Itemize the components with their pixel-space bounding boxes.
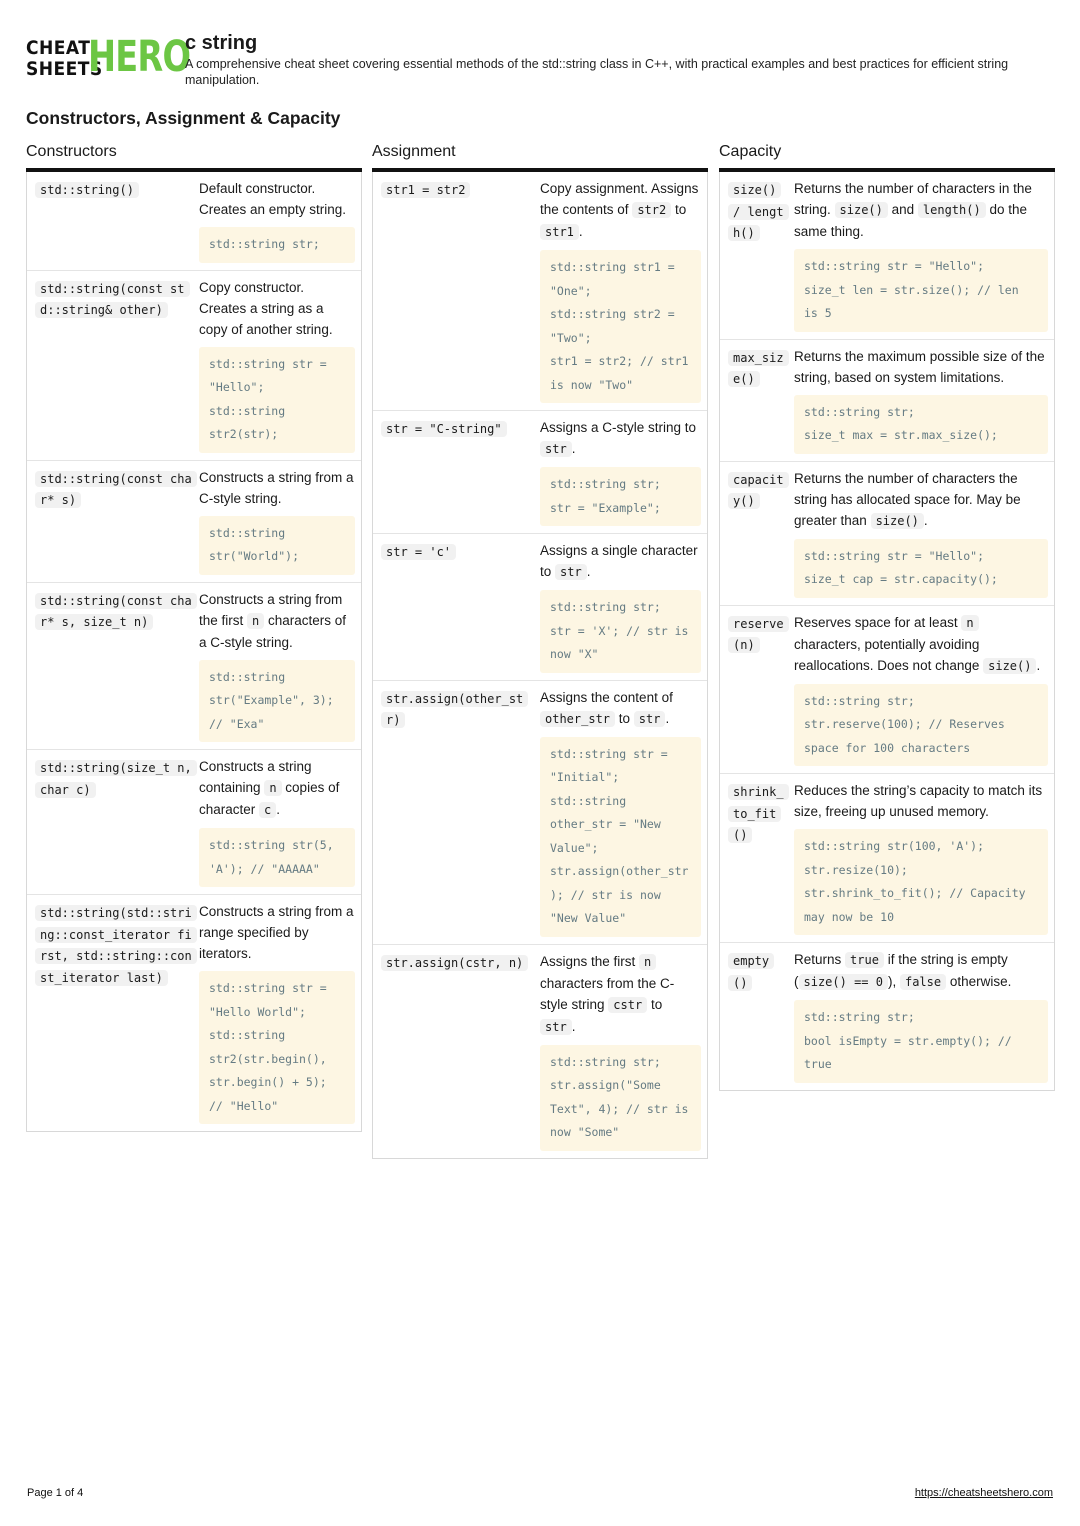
- method-cell: [726, 346, 788, 454]
- method-cell: [379, 540, 534, 673]
- method-description: [540, 687, 701, 730]
- inline-code: size(): [871, 513, 924, 529]
- description-cell: [193, 756, 355, 887]
- method-signature: std::string(std::string::const_iterator first, std::string::const_iterator last): [35, 905, 197, 986]
- description-cell: [193, 589, 355, 743]
- table-row: [720, 605, 1054, 774]
- description-text: .: [276, 802, 281, 817]
- method-description: [540, 951, 701, 1038]
- description-text: Copy assignment. Assigns the contents of: [540, 181, 699, 217]
- inline-code: str2: [632, 202, 671, 218]
- method-signature: str = "C-string": [381, 421, 507, 437]
- section-title: Constructors, Assignment & Capacity: [26, 108, 341, 128]
- inline-code: c: [259, 802, 276, 818]
- code-example: std::string str = "Hello World"; std::string str2(str.begin(), str.begin() + 5); // "Hello": [199, 971, 355, 1124]
- method-signature: str = 'c': [381, 544, 456, 560]
- inline-code: size(): [835, 202, 888, 218]
- method-signature: max_size(): [728, 350, 789, 388]
- table-row: [27, 894, 361, 1131]
- table-row: [373, 172, 707, 410]
- column-title: Capacity: [719, 140, 1055, 172]
- method-description: Constructs a string from a range specified by iterators.: [199, 904, 354, 961]
- method-description: [540, 540, 701, 583]
- method-description: [199, 756, 355, 821]
- page-description: A comprehensive cheat sheet covering essential methods of the std::string class in C++, with practical examples and best practices for efficient string manipulation.: [185, 57, 1009, 87]
- description-cell: [788, 612, 1048, 767]
- code-example: std::string str = "Hello"; size_t len = str.size(); // len is 5: [794, 249, 1048, 332]
- code-example: std::string str("Example", 3); // "Exa": [199, 660, 355, 743]
- method-cell: [33, 756, 193, 887]
- inline-code: str: [634, 711, 666, 727]
- description-cell: [193, 467, 355, 575]
- logo-hero-text: HERO: [88, 32, 191, 82]
- method-description: [794, 468, 1048, 532]
- code-example: std::string str(100, 'A'); str.resize(10); str.shrink_to_fit(); // Capacity may now be 10: [794, 829, 1048, 935]
- code-example: std::string str; bool isEmpty = str.empty(); // true: [794, 1000, 1048, 1083]
- inline-code: str: [540, 441, 572, 457]
- code-example: std::string str = "Hello"; std::string str2(str);: [199, 347, 355, 453]
- code-example: std::string str;: [199, 227, 355, 263]
- method-signature: std::string(const char* s): [35, 471, 197, 509]
- description-cell: [193, 901, 355, 1124]
- page-title: c string: [185, 32, 258, 54]
- description-text: to: [671, 202, 687, 217]
- description-cell: [788, 468, 1048, 598]
- description-cell: [534, 687, 701, 937]
- inline-code: n: [961, 615, 978, 631]
- method-signature: std::string(const char* s, size_t n): [35, 593, 197, 631]
- method-cell: [379, 178, 534, 403]
- column-capacity: [719, 140, 1055, 1091]
- table-row: [720, 172, 1054, 339]
- method-description: Returns the maximum possible size of the string, based on system limitations.: [794, 348, 1045, 385]
- description-cell: [193, 178, 355, 263]
- code-example: std::string str; size_t max = str.max_size();: [794, 395, 1048, 454]
- method-signature: str.assign(other_str): [381, 691, 528, 729]
- code-example: std::string str; str = "Example";: [540, 467, 701, 526]
- code-example: std::string str; str = 'X'; // str is now "X": [540, 590, 701, 673]
- inline-code: str: [555, 564, 587, 580]
- inline-code: n: [264, 780, 281, 796]
- inline-code: n: [639, 954, 656, 970]
- method-description: [540, 178, 701, 243]
- method-cell: [33, 901, 193, 1124]
- description-text: .: [586, 564, 591, 579]
- description-text: characters, potentially avoiding reallocations. Does not change: [794, 636, 984, 673]
- description-text: .: [578, 224, 583, 239]
- method-cell: [33, 589, 193, 743]
- page-number: Page 1 of 4: [27, 1487, 84, 1499]
- table-row: [373, 533, 707, 680]
- method-description: [199, 589, 355, 653]
- table-row: [720, 942, 1054, 1090]
- description-cell: [788, 346, 1048, 454]
- description-text: ),: [887, 974, 900, 989]
- description-text: .: [1036, 657, 1041, 673]
- logo-cheat-text: CHEAT: [26, 37, 91, 59]
- method-description: Constructs a string from a C-style string.: [199, 469, 354, 506]
- description-text: Assigns a single character to: [540, 543, 698, 579]
- method-cell: [379, 417, 534, 526]
- method-signature: size() / length(): [728, 182, 789, 241]
- code-example: std::string str = "Hello"; size_t cap = str.capacity();: [794, 539, 1048, 598]
- method-signature: shrink_to_fit(): [728, 784, 789, 843]
- description-cell: [788, 178, 1048, 332]
- method-cell: [726, 780, 788, 935]
- table-row: [373, 680, 707, 944]
- description-text: Returns: [794, 952, 846, 967]
- inline-code: length(): [918, 202, 986, 218]
- description-text: copies of character: [199, 780, 340, 817]
- method-signature: empty(): [728, 953, 774, 991]
- table-row: [720, 773, 1054, 942]
- table-row: [27, 172, 361, 270]
- code-example: std::string str; str.reserve(100); // Reserves space for 100 characters: [794, 684, 1048, 767]
- description-text: Returns the number of characters in the string.: [794, 181, 1032, 217]
- inline-code: other_str: [540, 711, 615, 727]
- capacity-table: [719, 172, 1055, 1091]
- description-cell: [534, 178, 701, 403]
- inline-code: true: [845, 952, 884, 968]
- cheatsheetshero-logo[interactable]: [26, 32, 191, 82]
- inline-code: str: [540, 1019, 572, 1035]
- assignment-table: [372, 172, 708, 1159]
- method-description: [540, 417, 701, 460]
- method-signature: std::string(): [35, 182, 139, 198]
- footer-link[interactable]: https://cheatsheetshero.com: [914, 1487, 1053, 1499]
- code-example: std::string str(5, 'A'); // "AAAAA": [199, 828, 355, 887]
- logo-sheets-text: SHEETS: [26, 58, 103, 80]
- table-row: [720, 461, 1054, 605]
- method-cell: [33, 277, 193, 453]
- description-text: and: [887, 202, 918, 217]
- column-constructors: [26, 140, 362, 1132]
- description-cell: [534, 417, 701, 526]
- method-signature: capacity(): [728, 472, 789, 510]
- table-row: [27, 270, 361, 460]
- description-text: .: [665, 710, 670, 726]
- description-text: if the string is empty (: [794, 952, 1008, 989]
- table-row: [27, 749, 361, 894]
- description-text: .: [571, 441, 576, 456]
- code-example: std::string str("World");: [199, 516, 355, 575]
- inline-code: false: [900, 974, 946, 990]
- method-signature: str.assign(cstr, n): [381, 955, 528, 971]
- inline-code: n: [247, 613, 264, 629]
- description-text: Assigns a C-style string to: [540, 420, 697, 435]
- description-cell: [193, 277, 355, 453]
- method-cell: [726, 468, 788, 598]
- inline-code: size(): [983, 658, 1036, 674]
- description-cell: [534, 540, 701, 673]
- inline-code: str1: [540, 224, 579, 240]
- column-assignment: [372, 140, 708, 1159]
- table-row: [373, 944, 707, 1158]
- description-text: Assigns the first: [540, 953, 640, 969]
- method-cell: [379, 687, 534, 937]
- method-signature: std::string(size_t n, char c): [35, 760, 197, 798]
- description-text: Reserves space for at least: [794, 614, 962, 630]
- description-text: .: [923, 512, 928, 528]
- method-cell: [33, 467, 193, 575]
- code-example: std::string str; str.assign("Some Text", 4); // str is now "Some": [540, 1045, 701, 1151]
- method-description: [794, 612, 1048, 677]
- inline-code: size() == 0: [799, 974, 888, 990]
- description-text: Assigns the content of: [540, 689, 673, 705]
- table-row: [373, 410, 707, 533]
- method-cell: [33, 178, 193, 263]
- description-text: characters from the C-style string: [540, 975, 675, 1012]
- header: [26, 32, 1056, 92]
- constructors-table: [26, 172, 362, 1132]
- method-cell: [726, 612, 788, 767]
- description-text: .: [571, 1018, 576, 1034]
- code-example: std::string str = "Initial"; std::string other_str = "New Value"; str.assign(other_str); // str is now "New Value": [540, 737, 701, 937]
- description-text: do the same thing.: [794, 202, 1027, 239]
- method-signature: reserve(n): [728, 616, 789, 654]
- code-example: std::string str1 = "One"; std::string str2 = "Two"; str1 = str2; // str1 is now "Two": [540, 250, 701, 403]
- method-description: [794, 178, 1048, 242]
- method-signature: str1 = str2: [381, 182, 470, 198]
- inline-code: cstr: [608, 997, 647, 1013]
- description-cell: [788, 949, 1048, 1083]
- method-cell: [379, 951, 534, 1151]
- table-row: [720, 339, 1054, 461]
- description-cell: [788, 780, 1048, 935]
- description-text: to: [615, 710, 634, 726]
- description-text: characters of a C-style string.: [199, 612, 347, 650]
- method-cell: [726, 178, 788, 332]
- description-text: to: [647, 996, 663, 1012]
- description-text: Returns the number of characters the string has allocated space for. May be greater than: [794, 470, 1021, 528]
- method-signature: std::string(const std::string& other): [35, 281, 190, 319]
- table-row: [27, 582, 361, 750]
- column-title: Assignment: [372, 140, 708, 172]
- description-cell: [534, 951, 701, 1151]
- column-title: Constructors: [26, 140, 362, 172]
- description-text: otherwise.: [946, 974, 1012, 989]
- description-text: Constructs a string containing: [199, 759, 312, 795]
- method-description: Reduces the string’s capacity to match its size, freeing up unused memory.: [794, 783, 1043, 819]
- table-row: [27, 460, 361, 582]
- method-description: Default constructor. Creates an empty string.: [199, 181, 347, 217]
- method-cell: [726, 949, 788, 1083]
- method-description: Copy constructor. Creates a string as a copy of another string.: [199, 279, 333, 337]
- description-text: Constructs a string from the first: [199, 591, 343, 628]
- method-description: [794, 949, 1048, 993]
